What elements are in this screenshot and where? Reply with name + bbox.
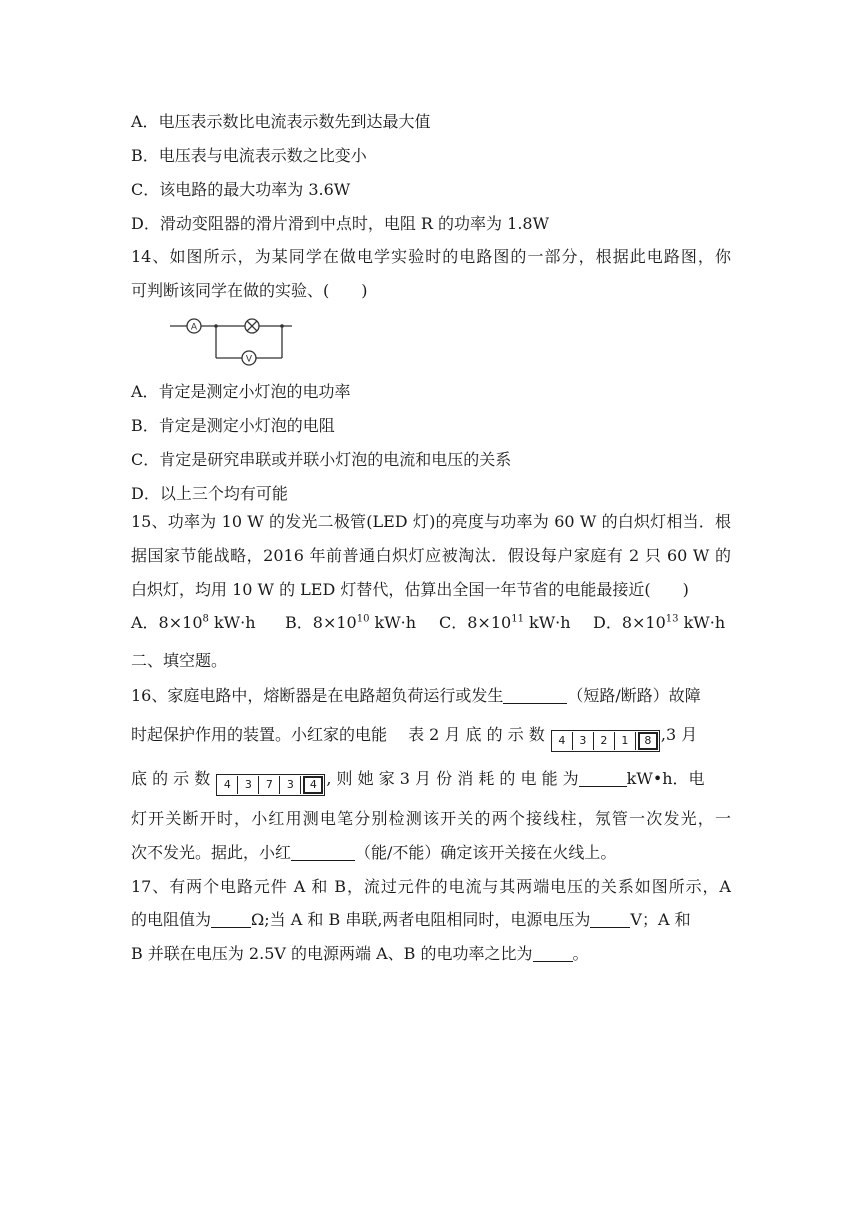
q16-line2: 时起保护作用的装置。小红家的电能 表 2 月 底 的 示 数 4 3 2 1 8 ,3 月 xyxy=(131,725,731,752)
q15-option-c: C．$8\times 10^{11}$ kW·h xyxy=(439,613,571,632)
q16-blank-can-determine[interactable] xyxy=(291,844,355,861)
q13-option-a: A．电压表示数比电流表示数先到达最大值 xyxy=(131,112,431,131)
q17-blank-voltage[interactable] xyxy=(590,911,630,928)
q13-option-c: C．该电路的最大功率为 3.6W xyxy=(131,180,351,199)
voltmeter-label: V xyxy=(245,354,253,365)
q14-option-d: D．以上三个均有可能 xyxy=(131,484,288,503)
q13-option-b: B．电压表与电流表示数之比变小 xyxy=(131,146,367,165)
q16-blank-energy[interactable] xyxy=(579,770,627,787)
q17-line1: 17、有两个电路元件 A 和 B，流过元件的电流与其两端电压的关系如图所示，A xyxy=(131,877,731,896)
q14-option-c: C．肯定是研究串联或并联小灯泡的电流和电压的关系 xyxy=(131,450,512,469)
q14-stem-line2: 可判断该同学在做的实验、( ) xyxy=(131,281,368,300)
q15-option-d: D．$8\times 10^{13}$ kW·h xyxy=(593,613,726,632)
q15-stem-line3: 白炽灯，均用 10 W 的 LED 灯替代，估算出全国一年节省的电能最接近( ) xyxy=(131,580,689,599)
q15-option-b: B．$8\times 10^{10}$ kW·h xyxy=(285,613,417,632)
q15-stem-line1: 15、功率为 10 W 的发光二极管(LED 灯)的亮度与功率为 60 W 的白炽灯相当．根 xyxy=(131,512,731,531)
q15-stem-line2: 据国家节能战略，2016 年前普通白炽灯应被淘汰．假设每户家庭有 2 只 60 W 的 xyxy=(131,546,731,565)
q16-blank-fault[interactable] xyxy=(503,687,567,704)
q13-option-d: D．滑动变阻器的滑片滑到中点时，电阻 R 的功率为 1.8W xyxy=(131,214,550,233)
q14-option-b: B．肯定是测定小灯泡的电阻 xyxy=(131,416,335,435)
q17-blank-resistance[interactable] xyxy=(211,911,251,928)
meter-reading-mar: 4 3 7 3 4 xyxy=(216,774,325,796)
q14-option-a: A．肯定是测定小灯泡的电功率 xyxy=(131,382,351,401)
ammeter-label: A xyxy=(190,322,198,333)
q16-line1: 16、家庭电路中，熔断器是在电路超负荷运行或发生 （短路/断路）故障 xyxy=(131,686,701,705)
q16-line4: 灯开关断开时，小红用测电笔分别检测该开关的两个接线柱，氖管一次发光，一 xyxy=(131,809,731,828)
q16-line5: 次不发光。据此，小红 （能/不能）确定该开关接在火线上。 xyxy=(131,843,617,862)
q17-blank-power-ratio[interactable] xyxy=(533,945,573,962)
q15-options xyxy=(131,613,731,633)
q16-line3: 底 的 示 数 4 3 7 3 4 , 则 她 家 3 月 份 消 耗 的 电 能 为 kW•h．电 xyxy=(131,769,731,796)
q14-stem-line1: 14、如图所示，为某同学在做电学实验时的电路图的一部分，根据此电路图，你 xyxy=(131,247,731,266)
q17-line3: B 并联在电压为 2.5V 的电源两端 A、B 的电功率之比为 。 xyxy=(131,944,589,963)
meter-reading-feb: 4 3 2 1 8 xyxy=(551,730,660,752)
q15-option-a: A．$8\times 10^8$ kW·h xyxy=(131,613,256,632)
q17-line2: 的电阻值为 Ω;当 A 和 B 串联,两者电阻相同时，电源电压为 V；A 和 xyxy=(131,910,691,929)
circuit-diagram xyxy=(170,314,300,374)
section-heading-fill-in: 二、填空题。 xyxy=(131,651,228,670)
